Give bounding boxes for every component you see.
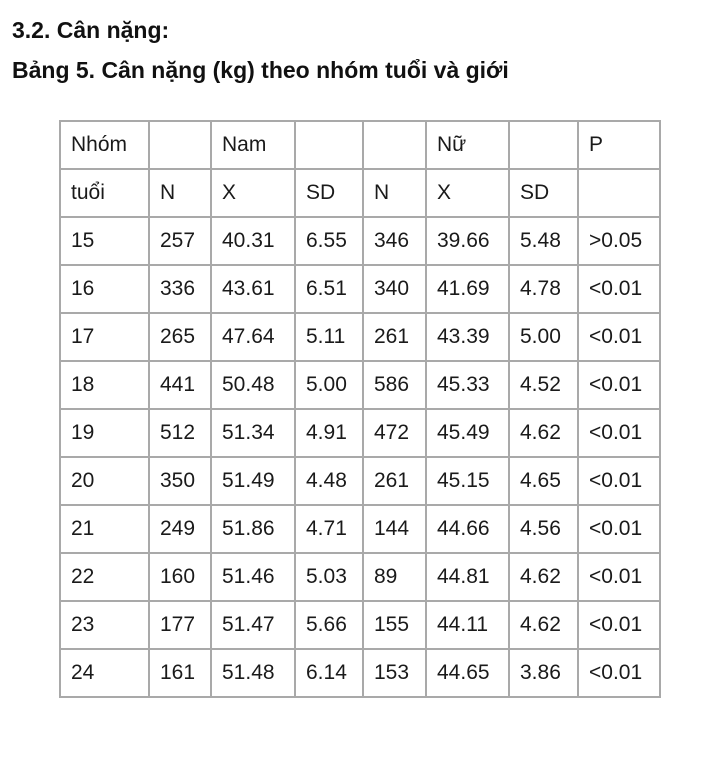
cell-female-x: 44.81: [426, 553, 509, 601]
cell-female-n: 340: [363, 265, 426, 313]
table-row: [60, 505, 660, 553]
cell-p-value: <0.01: [578, 457, 660, 505]
cell-male-n: 249: [149, 505, 211, 553]
cell-age-group: 24: [60, 649, 149, 697]
cell-female-x: 44.65: [426, 649, 509, 697]
cell-male-x: 50.48: [211, 361, 295, 409]
table-row: [60, 409, 660, 457]
cell-female-x: 41.69: [426, 265, 509, 313]
cell-male-sd: 6.14: [295, 649, 363, 697]
cell-p-value: <0.01: [578, 601, 660, 649]
cell-p-value: <0.01: [578, 409, 660, 457]
cell-male-x: 51.46: [211, 553, 295, 601]
table-row: [60, 217, 660, 265]
table-row: [60, 601, 660, 649]
cell-female-x: 45.15: [426, 457, 509, 505]
cell-male-x: X: [211, 169, 295, 217]
cell-female-n: [363, 121, 426, 169]
cell-male-n: [149, 121, 211, 169]
cell-female-n: 586: [363, 361, 426, 409]
cell-male-sd: 4.91: [295, 409, 363, 457]
table-row: [60, 649, 660, 697]
cell-male-x: 51.48: [211, 649, 295, 697]
cell-male-n: 161: [149, 649, 211, 697]
cell-p-value: <0.01: [578, 313, 660, 361]
table-row: [60, 361, 660, 409]
cell-age-group: 15: [60, 217, 149, 265]
cell-female-sd: 4.62: [509, 409, 578, 457]
cell-female-n: 261: [363, 457, 426, 505]
cell-female-sd: SD: [509, 169, 578, 217]
cell-female-sd: 4.56: [509, 505, 578, 553]
cell-male-n: 257: [149, 217, 211, 265]
cell-male-sd: 6.55: [295, 217, 363, 265]
table-row: [60, 313, 660, 361]
table-row: [60, 553, 660, 601]
cell-p-value: [578, 169, 660, 217]
cell-male-n: 177: [149, 601, 211, 649]
cell-male-sd: 6.51: [295, 265, 363, 313]
cell-female-sd: 5.00: [509, 313, 578, 361]
cell-male-n: 512: [149, 409, 211, 457]
cell-p-value: >0.05: [578, 217, 660, 265]
cell-age-group: 18: [60, 361, 149, 409]
cell-female-x: X: [426, 169, 509, 217]
cell-female-x: 43.39: [426, 313, 509, 361]
cell-female-x: 44.66: [426, 505, 509, 553]
cell-female-sd: 4.62: [509, 601, 578, 649]
cell-male-n: 441: [149, 361, 211, 409]
cell-female-sd: 4.65: [509, 457, 578, 505]
cell-male-sd: [295, 121, 363, 169]
cell-female-sd: 4.62: [509, 553, 578, 601]
cell-male-n: 336: [149, 265, 211, 313]
cell-female-sd: 5.48: [509, 217, 578, 265]
cell-age-group: 16: [60, 265, 149, 313]
cell-age-group: tuổi: [60, 169, 149, 217]
cell-male-n: 160: [149, 553, 211, 601]
cell-female-sd: 3.86: [509, 649, 578, 697]
cell-p-value: P: [578, 121, 660, 169]
cell-male-x: 40.31: [211, 217, 295, 265]
cell-age-group: 17: [60, 313, 149, 361]
cell-p-value: <0.01: [578, 649, 660, 697]
cell-age-group: 21: [60, 505, 149, 553]
cell-female-n: 261: [363, 313, 426, 361]
cell-male-x: 51.47: [211, 601, 295, 649]
cell-male-n: N: [149, 169, 211, 217]
cell-male-n: 265: [149, 313, 211, 361]
header-row: [60, 121, 660, 169]
table-body: [60, 121, 660, 697]
cell-male-sd: 4.48: [295, 457, 363, 505]
cell-female-n: 89: [363, 553, 426, 601]
cell-male-sd: 5.11: [295, 313, 363, 361]
cell-male-x: 51.34: [211, 409, 295, 457]
cell-p-value: <0.01: [578, 505, 660, 553]
cell-female-x: 45.33: [426, 361, 509, 409]
cell-male-x: 51.49: [211, 457, 295, 505]
table-row: [60, 265, 660, 313]
cell-male-sd: SD: [295, 169, 363, 217]
cell-female-x: 45.49: [426, 409, 509, 457]
cell-male-sd: 4.71: [295, 505, 363, 553]
cell-female-sd: 4.52: [509, 361, 578, 409]
section-heading: 3.2. Cân nặng:: [12, 17, 170, 43]
cell-male-sd: 5.03: [295, 553, 363, 601]
cell-p-value: <0.01: [578, 361, 660, 409]
cell-age-group: Nhóm: [60, 121, 149, 169]
weight-table: [59, 120, 661, 698]
cell-p-value: <0.01: [578, 553, 660, 601]
table-caption: Bảng 5. Cân nặng (kg) theo nhóm tuổi và giới: [12, 57, 509, 83]
cell-male-x: Nam: [211, 121, 295, 169]
cell-female-n: 144: [363, 505, 426, 553]
cell-male-sd: 5.66: [295, 601, 363, 649]
cell-age-group: 19: [60, 409, 149, 457]
cell-male-x: 43.61: [211, 265, 295, 313]
cell-age-group: 22: [60, 553, 149, 601]
cell-male-x: 51.86: [211, 505, 295, 553]
cell-female-x: 44.11: [426, 601, 509, 649]
cell-male-n: 350: [149, 457, 211, 505]
header-row: [60, 169, 660, 217]
cell-female-n: 155: [363, 601, 426, 649]
cell-male-sd: 5.00: [295, 361, 363, 409]
cell-age-group: 23: [60, 601, 149, 649]
cell-age-group: 20: [60, 457, 149, 505]
cell-female-sd: 4.78: [509, 265, 578, 313]
table-row: [60, 457, 660, 505]
cell-female-n: 153: [363, 649, 426, 697]
cell-female-x: 39.66: [426, 217, 509, 265]
cell-p-value: <0.01: [578, 265, 660, 313]
cell-female-x: Nữ: [426, 121, 509, 169]
cell-female-sd: [509, 121, 578, 169]
cell-female-n: N: [363, 169, 426, 217]
cell-female-n: 472: [363, 409, 426, 457]
cell-male-x: 47.64: [211, 313, 295, 361]
cell-female-n: 346: [363, 217, 426, 265]
